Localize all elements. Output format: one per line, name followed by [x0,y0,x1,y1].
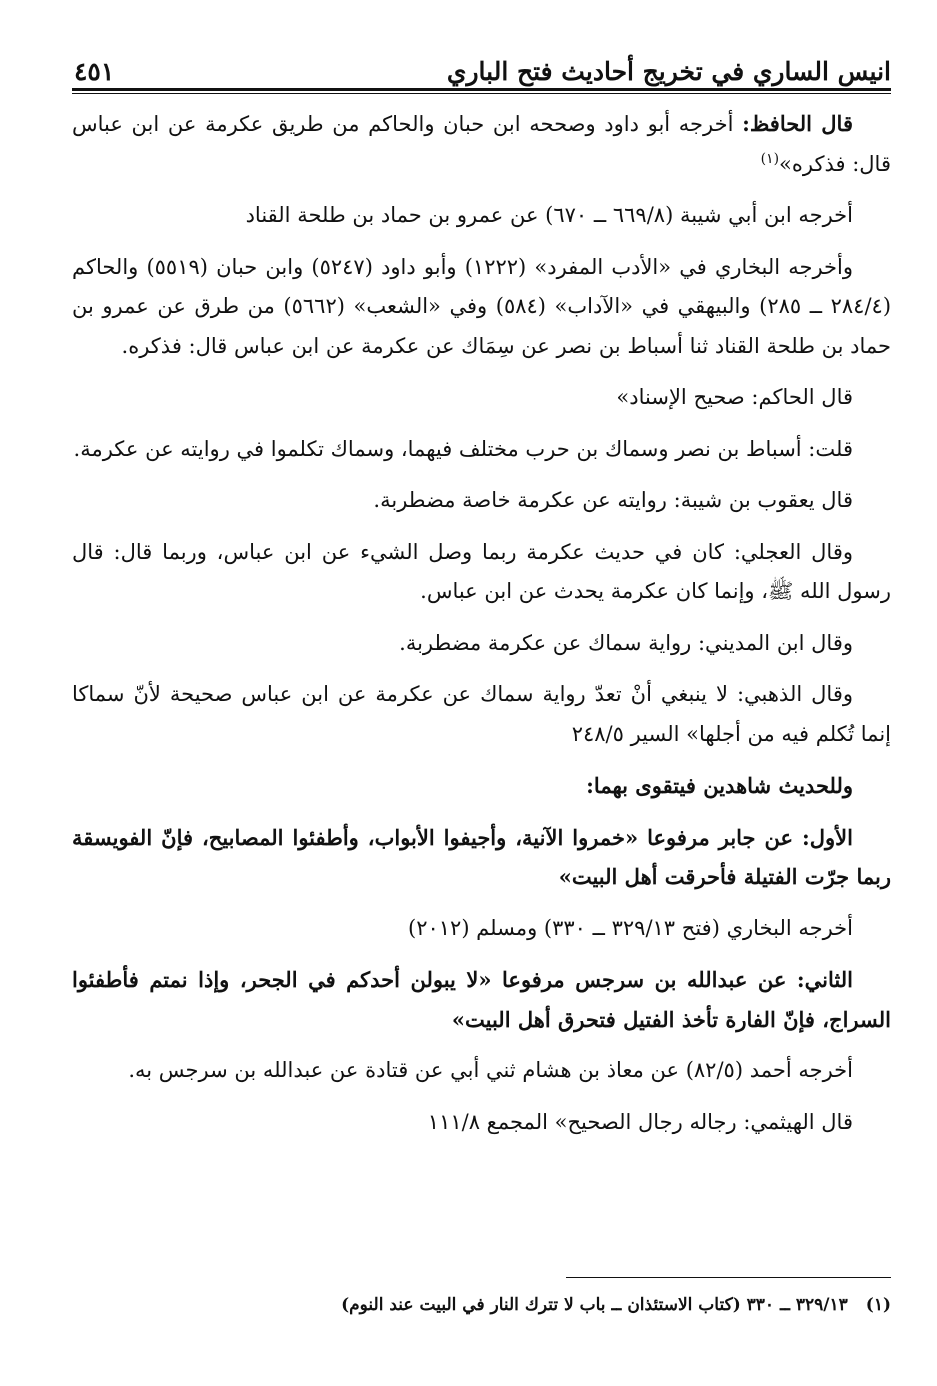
paragraph: أخرجه البخاري (فتح ٣٢٩/١٣ ــ ٣٣٠) ومسلم (٢٠١٢) [407,915,853,940]
section-heading: وللحديث شاهدين فيتقوى بهما: [586,773,853,798]
header-rule-thick [72,88,891,91]
footnote [72,1290,891,1320]
header-title: انيس الساري في تخريج أحاديث فتح الباري [446,57,891,86]
paragraph: قلت: أسباط بن نصر وسماك بن حرب مختلف فيهما، وسماك تكلموا في روايته عن عكرمة. [73,436,853,461]
main-text [72,104,891,1142]
paragraph: الأول: عن جابر مرفوعا «خمروا الآنية، وأجيفوا الأبواب، وأطفئوا المصابيح، فإنّ الفويسقة ربما جرّت الفتيلة فأحرقت أهل البيت» [72,824,891,889]
header-rule-thin [72,93,891,94]
paragraph: قال يعقوب بن شيبة: روايته عن عكرمة خاصة مضطربة. [373,488,853,512]
paragraph: وقال العجلي: كان في حديث عكرمة ربما وصل الشيء عن ابن عباس، وربما قال: قال رسول الله ﷺ، وإنما كان عكرمة يحدث عن ابن عباس. [72,539,891,603]
footnote-text: ٣٢٩/١٣ ــ ٣٣٠ (كتاب الاستئذان ــ باب لا تترك النار في البيت عند النوم) [341,1295,848,1315]
page-number: ٤٥١ [74,57,115,86]
paragraph: قال الحاكم: صحيح الإسناد» [616,385,853,409]
paragraph: قال الهيثمي: رجاله رجال الصحيح» المجمع ١١١/٨ [427,1109,853,1134]
running-header [72,44,891,86]
paragraph: وقال الذهبي: لا ينبغي أنْ تعدّ رواية سماك عن عكرمة عن ابن عباس صحيحة لأنّ سماكا إنما تُكلم فيه من أجلها» السير ٢٤٨/٥ [72,682,891,746]
footnote-number: (١) [865,1295,891,1315]
paragraph: الثاني: عن عبدالله بن سرجس مرفوعا «لا يبولن أحدكم في الجحر، وإذا نمتم فأطفئوا السراج، فإنّ الفارة تأخذ الفتيل فتحرق أهل البيت» [72,967,891,1032]
paragraph [72,104,891,184]
footnote-separator [566,1277,891,1278]
page [72,44,891,1154]
footnote-reference: (١) [760,150,780,167]
paragraph: وقال ابن المديني: رواية سماك عن عكرمة مضطربة. [399,630,853,655]
paragraph: أخرجه ابن أبي شيبة (٦٦٩/٨ ــ ٦٧٠) عن عمرو بن حماد بن طلحة القناد [245,203,853,227]
paragraph-text: أخرجه أبو داود وصححه ابن حبان والحاكم من طريق عكرمة عن ابن عباس قال: فذكره» [72,112,891,176]
paragraph: وأخرجه البخاري في «الأدب المفرد» (١٢٢٢) وأبو داود (٥٢٤٧) وابن حبان (٥٥١٩) والحاكم (٢٨٤/٤ ــ ٢٨٥) والبيهقي في «الآداب» (٥٨٤) وفي «الشعب» (٥٦٦٢) من طرق عن عمرو بن حماد بن طلحة القناد ثنا أسباط بن نصر عن سِمَاك عن عكرمة عن ابن عباس قال: فذكره. [72,254,892,358]
paragraph-lead: قال الحافظ: [742,111,853,136]
paragraph: أخرجه أحمد (٨٢/٥) عن معاذ بن هشام ثني أبي عن قتادة عن عبدالله بن سرجس به. [128,1058,853,1082]
